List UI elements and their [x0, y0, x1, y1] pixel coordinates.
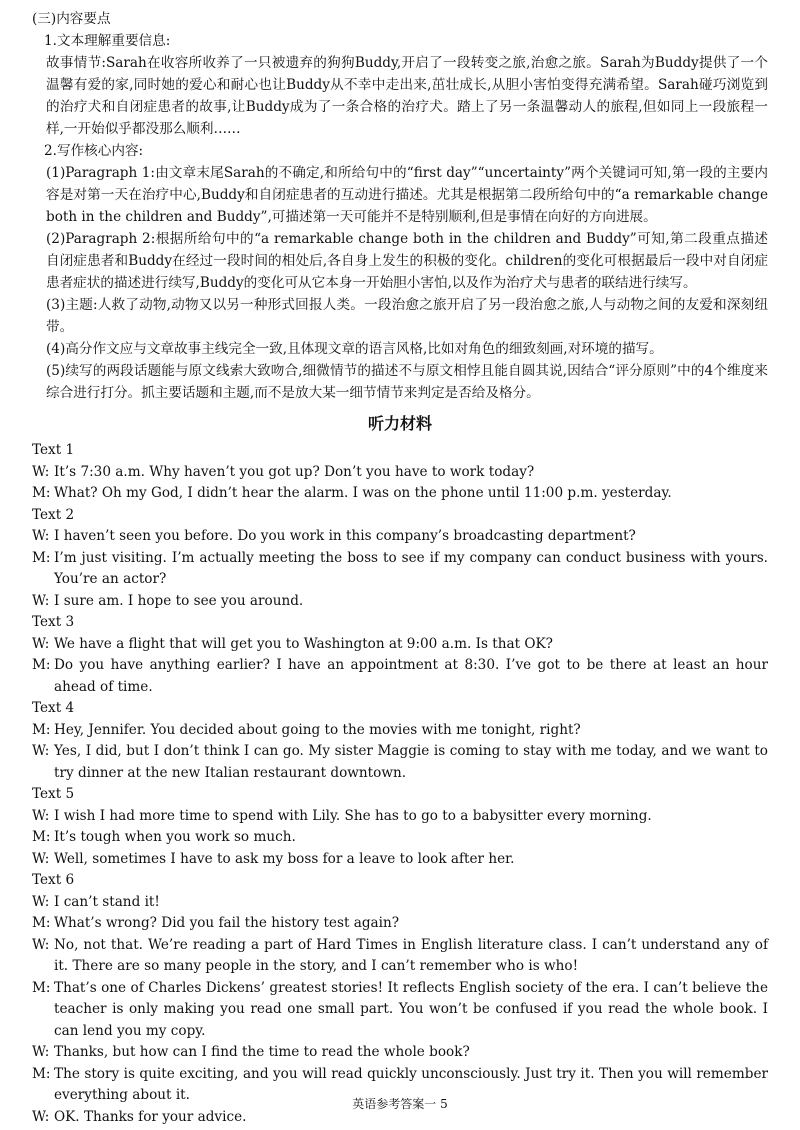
- utterance: I’m just visiting. I’m actually meeting the boss to see if my company can conduct business with yours. You’re an actor?: [54, 549, 768, 587]
- speaker-label: W:: [32, 1108, 50, 1125]
- dialogue-line: [32, 978, 768, 1043]
- utterance: What? Oh my God, I didn’t hear the alarm. I was on the phone until 11:00 p.m. yesterday.: [54, 485, 672, 501]
- dialogue-line: [32, 913, 768, 935]
- dialogue-line: [32, 806, 768, 828]
- utterance: That’s one of Charles Dickens’ greatest stories! It reflects English society of the era. I can’t believe the teacher is only making you read one small part. You won’t be confused if you read the whole book. I can lend you my copy.: [54, 979, 768, 1039]
- speaker-label: W:: [32, 635, 50, 652]
- text-label: Text 5: [32, 786, 75, 802]
- utterance: OK. Thanks for your advice.: [54, 1108, 247, 1125]
- utterance: What’s wrong? Did you fail the history test again?: [54, 915, 400, 931]
- dialogue-line: [32, 935, 768, 978]
- point-2: (2)Paragraph 2:根据所给句中的“a remarkable change both in the children and Buddy”可知,第二段重点描述自闭症患者和Buddy在经过一段时间的相处后,各自身上发生的积极的变化。children的变化可根据最后一段中对自闭症患者症状的描述进行续写,Buddy的变化可从它本身一开始胆小害怕,以及作为治疗犬与患者的联结进行续写。: [46, 231, 768, 291]
- speaker-label: M:: [32, 485, 51, 501]
- dialogue-line: [32, 526, 768, 548]
- text-label: Text 1: [32, 442, 75, 458]
- utterance: Thanks, but how can I find the time to read the whole book?: [54, 1044, 470, 1060]
- page-footer: 英语参考答案一 5: [352, 1097, 448, 1111]
- speaker-label: M:: [32, 915, 51, 931]
- point-1: (1)Paragraph 1:由文章末尾Sarah的不确定,和所给句中的“first day”“uncertainty”两个关键词可知,第一段的主要内容是对第一天在治疗中心,Buddy和自闭症患者的互动进行描述。尤其是根据第二段所给句中的“a remarkable change both in the children and Buddy”,可描述第一天可能并不是特别顺利,但是事情在向好的方向进展。: [46, 165, 768, 225]
- transcript-block: [32, 505, 768, 613]
- speaker-label: W:: [32, 936, 50, 953]
- point-3: (3)主题:人救了动物,动物又以另一种形式回报人类。一段治愈之旅开启了另一段治愈之旅,人与动物之间的友爱和深刻纽带。: [46, 297, 768, 335]
- speaker-label: M:: [32, 829, 51, 845]
- speaker-label: W:: [32, 850, 50, 867]
- text-label: Text 2: [32, 506, 75, 523]
- text-label: Text 3: [32, 614, 75, 630]
- text-label: Text 4: [32, 700, 75, 716]
- dialogue-line: [32, 720, 768, 742]
- speaker-label: M:: [32, 721, 51, 738]
- utterance: Well, sometimes I have to ask my boss for a leave to look after her.: [54, 850, 515, 867]
- listening-transcripts: [32, 440, 768, 1128]
- utterance: I sure am. I hope to see you around.: [54, 592, 304, 609]
- item2-label: 2.写作核心内容:: [44, 143, 144, 159]
- dialogue-line: [32, 462, 768, 484]
- point-4: (4)高分作文应与文章故事主线完全一致,且体现文章的语言风格,比如对角色的细致刻画,对环境的描写。: [46, 341, 663, 357]
- dialogue-line: [32, 849, 768, 871]
- utterance: Hey, Jennifer. You decided about going to the movies with me tonight, right?: [54, 721, 581, 738]
- utterance: We have a flight that will get you to Washington at 9:00 a.m. Is that OK?: [54, 635, 553, 652]
- dialogue-line: [32, 483, 768, 505]
- speaker-label: W:: [32, 807, 50, 824]
- utterance: No, not that. We’re reading a part of Hard Times in English literature class. I can’t understand any of it. There are so many people in the story, and I can’t remember who is who!: [54, 936, 768, 974]
- utterance: Yes, I did, but I don’t think I can go. My sister Maggie is coming to stay with me today, and we want to try dinner at the new Italian restaurant downtown.: [54, 743, 768, 781]
- transcript-block: [32, 784, 768, 870]
- section-heading: (三)内容要点: [32, 11, 111, 27]
- utterance: The story is quite exciting, and you will read quickly unconsciously. Just try it. Then you will remember everything about it.: [54, 1065, 768, 1103]
- speaker-label: M:: [32, 979, 51, 996]
- utterance: Do you have anything earlier? I have an appointment at 8:30. I’ve got to be there at least an hour ahead of time.: [54, 657, 768, 695]
- utterance: I haven’t seen you before. Do you work in this company’s broadcasting department?: [54, 528, 636, 544]
- speaker-label: W:: [32, 528, 50, 544]
- speaker-label: W:: [32, 893, 50, 910]
- transcript-block: [32, 612, 768, 698]
- dialogue-line: [32, 741, 768, 784]
- utterance: I can’t stand it!: [54, 893, 160, 910]
- transcript-block: [32, 440, 768, 505]
- speaker-label: W:: [32, 743, 50, 759]
- dialogue-line: [32, 655, 768, 698]
- listening-title: 听力材料: [367, 414, 432, 433]
- dialogue-line: [32, 1042, 768, 1064]
- transcript-block: [32, 870, 768, 1128]
- essay-notes: [32, 8, 768, 404]
- utterance: It’s tough when you work so much.: [54, 829, 296, 845]
- speaker-label: W:: [32, 592, 50, 609]
- dialogue-line: [32, 892, 768, 914]
- dialogue-line: [32, 634, 768, 656]
- dialogue-line: [32, 827, 768, 849]
- speaker-label: W:: [32, 463, 50, 480]
- point-5: (5)续写的两段话题能与原文线索大致吻合,细微情节的描述不与原文相悖且能自圆其说,因结合“评分原则”中的4个维度来综合进行打分。抓主要话题和主题,而不是放大某一细节情节来判定是否给及格分。: [46, 363, 768, 401]
- speaker-label: W:: [32, 1044, 50, 1060]
- dialogue-line: [32, 548, 768, 591]
- text-label: Text 6: [32, 872, 75, 888]
- item1-text: 故事情节:Sarah在收容所收养了一只被遗弃的狗狗Buddy,开启了一段转变之旅,治愈之旅。Sarah为Buddy提供了一个温馨有爱的家,同时她的爱心和耐心也让Buddy从不幸中走出来,茁壮成长,从胆小害怕变得充满希望。Sarah碰巧浏览到的治疗犬和自闭症患者的故事,让Buddy成为了一条合格的治疗犬。踏上了另一条温馨动人的旅程,但如同上一段旅程一样,一开始似乎都没那么顺利……: [46, 55, 768, 137]
- transcript-block: [32, 698, 768, 784]
- utterance: It’s 7:30 a.m. Why haven’t you got up? Don’t you have to work today?: [54, 463, 535, 480]
- dialogue-line: [32, 591, 768, 613]
- speaker-label: M:: [32, 657, 51, 673]
- utterance: I wish I had more time to spend with Lily. She has to go to a babysitter every morning.: [54, 807, 652, 824]
- speaker-label: M:: [32, 1065, 51, 1082]
- item1-label: 1.文本理解重要信息:: [44, 33, 171, 49]
- speaker-label: M:: [32, 549, 51, 566]
